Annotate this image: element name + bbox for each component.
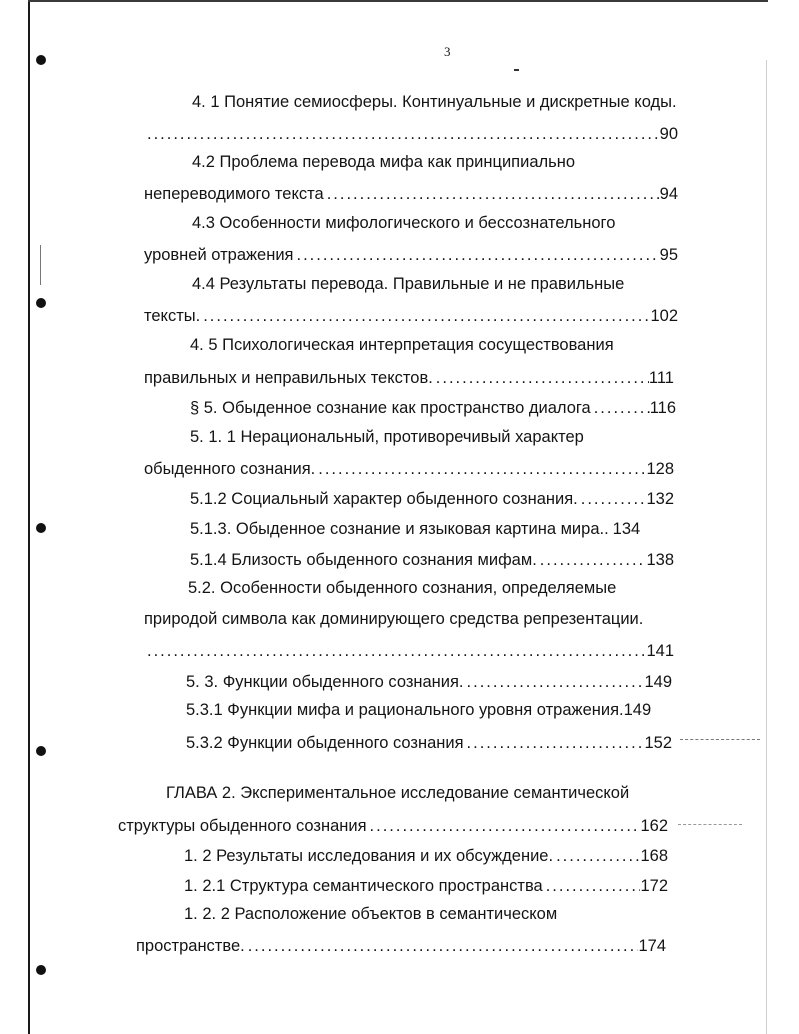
toc-page-number: 132 [646,490,674,508]
dot-leader [144,124,660,144]
toc-entry-5-3-1: 5.3.1 Функции мифа и рационального уровня отражения.149 [186,701,652,719]
dot-leader [543,876,641,896]
dot-leader [200,306,650,326]
toc-page-number: 152 [644,734,672,752]
dot-leader [324,184,660,204]
toc-entry-1-2 [184,844,668,866]
toc-page-number: 128 [646,460,674,478]
toc-entry-text: 5.3.2 Функции обыденного сознания [186,734,464,752]
toc-entry-section-5 [190,396,676,418]
toc-page-number: 90 [659,125,678,143]
toc-chapter-2-line2 [118,814,668,836]
toc-page-number: 111 [648,369,674,387]
toc-entry-text: 1. 2.1 Структура семантического пространства [184,877,543,895]
dot-leader [537,550,647,570]
scan-artifact-dash [678,824,742,825]
toc-entry-5-2-leader [144,639,674,661]
toc-entry-5-1-2 [190,487,674,509]
toc-entry-1-2-2-line1: 1. 2. 2 Расположение объектов в семантическом [184,905,558,923]
dot-leader [591,398,650,418]
toc-entry-text: пространстве. [136,937,245,955]
dot-leader [144,641,646,661]
toc-entry-5-2-line2: природой символа как доминирующего средства репрезентации. [144,610,644,628]
toc-entry-text: 5.1.3. Обыденное сознание и языковая картина мира.. [190,520,609,538]
toc-entry-text: уровней отражения [144,246,294,264]
toc-entry-5-3-2 [186,731,672,753]
toc-entry-text: непереводимого текста [144,185,324,203]
toc-page-number: 174 [638,937,666,955]
toc-entry-4-4-line2 [144,304,678,326]
toc-page-number: 141 [646,642,674,660]
dot-leader [367,816,641,836]
toc-page-number: 172 [640,877,668,895]
toc-page-number: 134 [612,520,641,538]
toc-entry-4-5-line2 [144,366,674,388]
toc-entry-text: 5. 3. Функции обыденного сознания. [186,673,464,691]
scan-artifact-dash [680,739,760,740]
toc-entry-text: тексты. [144,307,201,325]
toc-entry-4-1-heading: 4. 1 Понятие семиосферы. Континуальные и дискретные коды. [192,93,677,111]
toc-entry-text: структуры обыденного сознания [118,817,367,835]
punch-hole-3 [36,523,46,533]
toc-entry-4-5-line1: 4. 5 Психологическая интерпретация сосуществования [190,336,614,354]
page-right-edge [766,60,767,1034]
toc-entry-text: правильных и неправильных текстов. [144,369,433,387]
toc-page-number: 138 [646,551,674,569]
toc-entry-4-3-line2 [144,243,678,265]
toc-entry-5-2-line1: 5.2. Особенности обыденного сознания, определяемые [188,579,617,597]
punch-hole-5 [36,965,46,975]
toc-page-number: 95 [659,246,678,264]
toc-entry-5-1-4 [190,548,674,570]
toc-entry-1-2-2-line2 [136,934,666,956]
toc-entry-text: 5.1.4 Близость обыденного сознания мифам. [190,551,537,569]
scan-speck [514,69,519,71]
toc-page-number: 102 [650,307,678,325]
page-number: 3 [444,44,451,59]
toc-entry-4-2-line2 [144,182,678,204]
dot-leader [553,846,640,866]
toc-page-number: 94 [659,185,678,203]
punch-hole-4 [36,746,46,756]
dot-leader [315,459,646,479]
toc-entry-4-1-leader [144,122,678,144]
scan-edge-mark [40,245,41,285]
toc-entry-text: 1. 2 Результаты исследования и их обсуждение. [184,847,554,865]
page-top-edge [28,0,768,2]
toc-entry-4-2-line1: 4.2 Проблема перевода мифа как принципиально [192,153,576,171]
toc-page-number: 168 [640,847,668,865]
dot-leader [464,672,645,692]
toc-page-number: 116 [649,399,676,417]
toc-page-number: 162 [640,817,668,835]
toc-entry-5-1-1-line2 [144,457,674,479]
toc-entry-5-1-3 [190,517,674,539]
dot-leader [433,368,649,388]
toc-chapter-2-line1: ГЛАВА 2. Экспериментальное исследование семантической [166,784,630,802]
dot-leader [578,489,647,509]
punch-hole-1 [36,55,46,65]
punch-hole-2 [36,298,46,308]
toc-page-number: 149 [644,673,672,691]
dot-leader [245,936,639,956]
dot-leader [293,245,659,265]
toc-entry-4-4-line1: 4.4 Результаты перевода. Правильные и не правильные [192,275,625,293]
toc-entry-5-1-1-line1: 5. 1. 1 Нерациональный, противоречивый характер [190,428,584,446]
toc-entry-4-3-line1: 4.3 Особенности мифологического и бессознательного [192,214,616,232]
toc-entry-1-2-1 [184,874,668,896]
toc-entry-text: § 5. Обыденное сознание как пространство диалога [190,399,591,417]
toc-entry-text: 5.1.2 Социальный характер обыденного сознания. [190,490,578,508]
toc-entry-5-3 [186,670,672,692]
toc-entry-text: обыденного сознания. [144,460,316,478]
page-left-edge [28,0,30,1034]
dot-leader [464,733,645,753]
